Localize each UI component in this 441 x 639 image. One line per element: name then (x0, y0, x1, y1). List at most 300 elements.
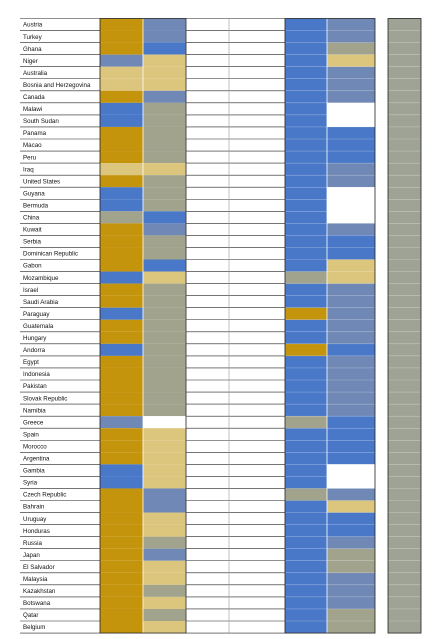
heat-cell (229, 585, 285, 597)
heat-cell (186, 573, 229, 585)
heat-cell (285, 525, 327, 537)
heat-cell (285, 127, 327, 139)
heat-cell (229, 175, 285, 187)
row-label: Gabon (23, 262, 42, 270)
row-labels (23, 22, 91, 632)
heat-cell (285, 103, 327, 115)
heat-cell (327, 91, 375, 103)
heat-cell (285, 488, 327, 500)
heat-cell (285, 585, 327, 597)
row-label: Paraguay (23, 310, 50, 318)
heat-cell (327, 31, 375, 43)
heat-cell (229, 139, 285, 151)
heat-cell (327, 609, 375, 621)
heat-cell (100, 43, 143, 55)
heat-cell (327, 151, 375, 163)
heat-cell (143, 127, 186, 139)
heat-cell (388, 344, 421, 356)
heat-cell (327, 163, 375, 175)
heat-cell (229, 308, 285, 320)
heat-cell (143, 513, 186, 525)
heat-cell (229, 488, 285, 500)
heat-cell (100, 488, 143, 500)
heat-cell (388, 585, 421, 597)
heat-cell (229, 79, 285, 91)
heat-cell (143, 308, 186, 320)
heat-cell (186, 308, 229, 320)
cells (100, 19, 421, 634)
heat-cell (327, 308, 375, 320)
row-label: Macao (23, 142, 42, 150)
heat-cell (229, 537, 285, 549)
heat-cell (285, 31, 327, 43)
heat-cell (285, 115, 327, 127)
heat-cell (229, 284, 285, 296)
heat-cell (186, 151, 229, 163)
heat-cell (388, 488, 421, 500)
heat-cell (229, 247, 285, 259)
heat-cell (327, 332, 375, 344)
heat-cell (186, 79, 229, 91)
row-label: Guatemala (23, 322, 54, 330)
row-label: Syria (23, 479, 38, 487)
heat-cell (100, 175, 143, 187)
heat-cell (327, 549, 375, 561)
heat-cell (388, 199, 421, 211)
heat-cell (388, 440, 421, 452)
row-label: Spain (23, 431, 39, 439)
heat-cell (388, 368, 421, 380)
heat-cell (100, 67, 143, 79)
heat-cell (327, 223, 375, 235)
heat-cell (186, 428, 229, 440)
row-label: Greece (23, 419, 44, 427)
heat-cell (285, 368, 327, 380)
heat-cell (143, 609, 186, 621)
heat-cell (229, 320, 285, 332)
heat-cell (143, 296, 186, 308)
heat-cell (285, 284, 327, 296)
heat-cell (100, 404, 143, 416)
heat-cell (143, 320, 186, 332)
heat-cell (327, 597, 375, 609)
heat-cell (100, 549, 143, 561)
heat-cell (285, 561, 327, 573)
heat-cell (143, 139, 186, 151)
row-label: Pakistan (23, 383, 47, 391)
heat-cell (388, 621, 421, 633)
row-label: Israel (23, 286, 39, 294)
row-label: Serbia (23, 238, 41, 246)
heat-cell (100, 55, 143, 67)
heat-cell (186, 272, 229, 284)
heat-cell (388, 103, 421, 115)
heat-cell (229, 187, 285, 199)
heat-cell (143, 55, 186, 67)
heat-cell (388, 561, 421, 573)
heat-cell (327, 320, 375, 332)
heat-cell (229, 19, 285, 31)
heat-cell (100, 284, 143, 296)
heat-cell (143, 537, 186, 549)
heat-cell (388, 127, 421, 139)
heat-cell (388, 296, 421, 308)
heat-cell (100, 91, 143, 103)
heat-cell (143, 31, 186, 43)
heat-cell (100, 103, 143, 115)
heat-cell (285, 501, 327, 513)
row-label: Czech Republic (23, 491, 67, 499)
heat-cell (143, 464, 186, 476)
heat-cell (100, 525, 143, 537)
heat-cell (327, 501, 375, 513)
heat-cell (229, 199, 285, 211)
row-label: Gambia (23, 467, 45, 475)
heat-cell (143, 67, 186, 79)
heat-cell (186, 187, 229, 199)
row-label: South Sudan (23, 118, 59, 126)
heat-cell (143, 235, 186, 247)
heat-cell (327, 127, 375, 139)
heat-cell (229, 513, 285, 525)
heat-cell (285, 139, 327, 151)
heat-cell (285, 187, 327, 199)
heat-cell (285, 428, 327, 440)
heat-cell (186, 344, 229, 356)
heat-cell (186, 211, 229, 223)
heat-cell (100, 163, 143, 175)
heat-cell (186, 416, 229, 428)
heat-cell (285, 19, 327, 31)
heat-cell (327, 404, 375, 416)
heat-cell (285, 43, 327, 55)
heat-cell (143, 175, 186, 187)
heat-cell (229, 31, 285, 43)
heat-cell (388, 549, 421, 561)
heat-cell (327, 260, 375, 272)
heat-cell (143, 356, 186, 368)
heat-cell (388, 597, 421, 609)
heat-cell (186, 537, 229, 549)
heat-cell (186, 501, 229, 513)
heat-cell (327, 356, 375, 368)
heat-cell (327, 139, 375, 151)
heat-cell (100, 440, 143, 452)
heat-cell (186, 392, 229, 404)
heat-cell (186, 55, 229, 67)
heat-cell (186, 368, 229, 380)
heat-cell (186, 440, 229, 452)
heat-cell (229, 501, 285, 513)
heat-cell (100, 392, 143, 404)
heat-cell (388, 284, 421, 296)
heat-cell (186, 139, 229, 151)
heat-cell (186, 115, 229, 127)
heat-cell (186, 260, 229, 272)
heat-cell (285, 79, 327, 91)
heat-cell (186, 513, 229, 525)
heat-cell (143, 260, 186, 272)
heat-cell (143, 452, 186, 464)
heat-cell (143, 525, 186, 537)
heat-cell (186, 43, 229, 55)
heat-cell (327, 513, 375, 525)
heat-cell (388, 79, 421, 91)
heat-cell (186, 127, 229, 139)
heat-cell (388, 67, 421, 79)
heat-cell (285, 308, 327, 320)
heat-cell (388, 139, 421, 151)
heat-cell (100, 320, 143, 332)
heat-cell (186, 247, 229, 259)
heat-cell (285, 296, 327, 308)
heat-cell (186, 175, 229, 187)
heat-cell (388, 163, 421, 175)
heat-cell (229, 476, 285, 488)
heat-cell (327, 585, 375, 597)
heat-cell (143, 272, 186, 284)
heat-cell (186, 19, 229, 31)
row-label: Bahrain (23, 503, 45, 511)
heat-cell (100, 561, 143, 573)
heat-cell (100, 332, 143, 344)
heat-cell (388, 476, 421, 488)
heat-cell (327, 296, 375, 308)
heat-cell (186, 597, 229, 609)
heat-cell (229, 163, 285, 175)
heat-cell (100, 260, 143, 272)
heat-cell (285, 476, 327, 488)
heat-cell (229, 392, 285, 404)
heat-cell (327, 43, 375, 55)
heat-cell (143, 501, 186, 513)
heat-cell (327, 103, 375, 115)
heat-cell (143, 488, 186, 500)
heat-cell (388, 31, 421, 43)
row-label: Peru (23, 154, 37, 162)
heat-cell (388, 247, 421, 259)
heat-cell (327, 115, 375, 127)
heat-cell (100, 464, 143, 476)
heat-cell (186, 585, 229, 597)
row-label: Canada (23, 94, 45, 102)
heat-cell (143, 561, 186, 573)
heat-cell (100, 476, 143, 488)
heat-cell (285, 464, 327, 476)
heat-cell (143, 416, 186, 428)
row-label: Austria (23, 21, 43, 29)
heat-cell (143, 476, 186, 488)
heat-cell (143, 380, 186, 392)
row-label: Botswana (23, 600, 51, 608)
heat-cell (100, 223, 143, 235)
heat-cell (143, 103, 186, 115)
heat-cell (186, 199, 229, 211)
heat-cell (229, 296, 285, 308)
heat-cell (327, 235, 375, 247)
heat-cell (388, 525, 421, 537)
heat-cell (327, 380, 375, 392)
heat-cell (285, 175, 327, 187)
heat-cell (388, 609, 421, 621)
row-label: Indonesia (23, 371, 50, 379)
heat-cell (186, 284, 229, 296)
heat-cell (229, 573, 285, 585)
heat-cell (186, 561, 229, 573)
row-label: Russia (23, 539, 42, 547)
heat-cell (388, 392, 421, 404)
heat-cell (285, 223, 327, 235)
heat-cell (229, 452, 285, 464)
row-label: Bermuda (23, 202, 49, 210)
heat-cell (285, 260, 327, 272)
heat-cell (100, 609, 143, 621)
heat-cell (100, 597, 143, 609)
heat-cell (285, 573, 327, 585)
row-label: Dominican Republic (23, 250, 79, 258)
heat-cell (388, 187, 421, 199)
heat-cell (388, 404, 421, 416)
row-label: United States (23, 178, 61, 186)
heat-cell (285, 621, 327, 633)
heat-cell (327, 368, 375, 380)
heat-cell (327, 67, 375, 79)
heat-cell (143, 597, 186, 609)
heat-cell (100, 537, 143, 549)
row-label: Mozambique (23, 274, 59, 282)
row-label: Kuwait (23, 226, 42, 234)
heat-cell (388, 332, 421, 344)
row-label: Belgium (23, 624, 46, 632)
heat-cell (285, 404, 327, 416)
heat-cell (327, 199, 375, 211)
heat-cell (186, 31, 229, 43)
heat-cell (327, 344, 375, 356)
heat-cell (229, 211, 285, 223)
heat-cell (285, 320, 327, 332)
heat-cell (143, 368, 186, 380)
heat-cell (100, 452, 143, 464)
heat-cell (186, 464, 229, 476)
heat-cell (229, 332, 285, 344)
heat-cell (100, 247, 143, 259)
heat-cell (327, 175, 375, 187)
heat-cell (229, 464, 285, 476)
row-label: Saudi Arabia (23, 298, 59, 306)
row-label: Iraq (23, 166, 34, 174)
heat-cell (229, 260, 285, 272)
heat-cell (388, 513, 421, 525)
heat-cell (143, 151, 186, 163)
row-label: El Salvador (23, 563, 55, 571)
heat-cell (285, 537, 327, 549)
heat-cell (285, 549, 327, 561)
heat-cell (186, 223, 229, 235)
heat-cell (100, 272, 143, 284)
heat-cell (100, 127, 143, 139)
heat-cell (327, 488, 375, 500)
heat-cell (388, 19, 421, 31)
heat-cell (229, 344, 285, 356)
heat-cell (143, 428, 186, 440)
row-label: Turkey (23, 33, 42, 41)
heat-cell (388, 175, 421, 187)
heat-cell (388, 452, 421, 464)
heat-cell (186, 103, 229, 115)
heat-cell (285, 416, 327, 428)
heat-cell (143, 187, 186, 199)
heat-cell (229, 235, 285, 247)
heat-cell (327, 428, 375, 440)
heat-cell (100, 344, 143, 356)
heat-cell (285, 91, 327, 103)
heat-cell (285, 55, 327, 67)
heat-cell (100, 115, 143, 127)
heat-cell (388, 91, 421, 103)
heat-cell (143, 344, 186, 356)
heat-cell (388, 356, 421, 368)
heat-cell (186, 235, 229, 247)
heat-cell (327, 247, 375, 259)
heat-cell (229, 525, 285, 537)
heat-cell (229, 55, 285, 67)
heat-cell (100, 513, 143, 525)
heat-cell (285, 235, 327, 247)
heat-cell (100, 428, 143, 440)
heat-cell (285, 440, 327, 452)
heat-cell (229, 103, 285, 115)
heat-cell (186, 476, 229, 488)
heat-cell (143, 199, 186, 211)
heat-cell (100, 368, 143, 380)
heat-cell (143, 247, 186, 259)
row-label: Hungary (23, 335, 47, 343)
heat-cell (143, 585, 186, 597)
heat-cell (143, 223, 186, 235)
heat-cell (285, 199, 327, 211)
heat-cell (285, 163, 327, 175)
heat-cell (186, 296, 229, 308)
heat-cell (285, 247, 327, 259)
row-label: Argentina (23, 455, 50, 463)
row-label: Bosnia and Herzegovina (23, 81, 91, 89)
heat-cell (285, 392, 327, 404)
heat-cell (388, 380, 421, 392)
heat-cell (186, 356, 229, 368)
heat-cell (143, 549, 186, 561)
heat-cell (143, 115, 186, 127)
row-label: Ghana (23, 45, 42, 53)
heat-cell (100, 139, 143, 151)
heat-cell (186, 488, 229, 500)
heat-cell (327, 440, 375, 452)
heat-cell (143, 19, 186, 31)
row-label: China (23, 214, 40, 222)
heat-cell (229, 43, 285, 55)
heat-cell (327, 452, 375, 464)
heat-cell (388, 501, 421, 513)
heat-cell (327, 561, 375, 573)
heat-cell (327, 464, 375, 476)
heat-cell (388, 151, 421, 163)
heat-cell (327, 284, 375, 296)
heat-cell (186, 621, 229, 633)
heat-cell (388, 428, 421, 440)
heat-cell (100, 235, 143, 247)
heat-cell (327, 272, 375, 284)
row-label: Qatar (23, 612, 39, 620)
heat-cell (143, 211, 186, 223)
